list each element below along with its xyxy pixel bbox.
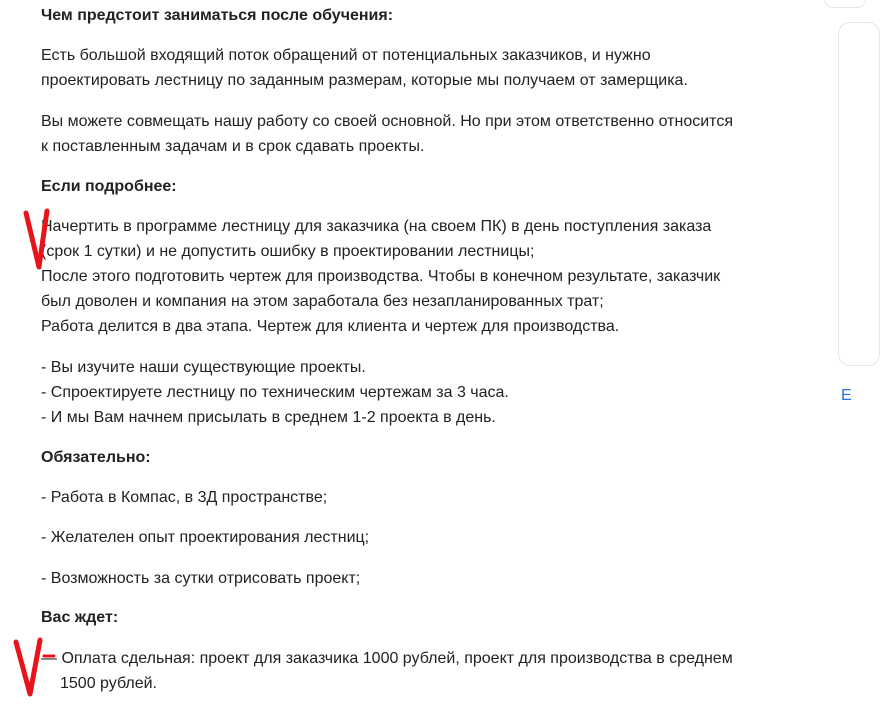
required-item: - Возможность за сутки отрисовать проект; xyxy=(41,570,361,587)
required-item: - Желателен опыт проектирования лестниц; xyxy=(41,529,370,546)
text-line: 1500 рублей. xyxy=(60,675,157,692)
after-training-paragraph-1 xyxy=(41,43,821,93)
text-line: к поставленным задачам и в срок сдавать проекты. xyxy=(41,138,425,155)
text-line: Начертить в программе лестницу для заказчика (на своем ПК) в день поступления заказа xyxy=(41,218,712,235)
text-line: был доволен и компания на этом заработала без незапланированных трат; xyxy=(41,293,604,310)
required-heading: Обязательно: xyxy=(41,449,151,466)
steps-list xyxy=(41,355,821,430)
text-line: Есть большой входящий поток обращений от потенциальных заказчиков, и нужно xyxy=(41,47,651,64)
text-line: проектировать лестницу по заданным размерам, которые мы получаем от замерщика. xyxy=(41,72,688,89)
text-line: Работа делится в два этапа. Чертеж для клиента и чертеж для производства. xyxy=(41,318,620,335)
details-paragraph xyxy=(41,214,821,339)
sidebar-card-top-edge xyxy=(824,0,866,8)
list-item: - Вы изучите наши существующие проекты. xyxy=(41,359,366,376)
required-item: - Работа в Компас, в 3Д пространстве; xyxy=(41,489,328,506)
after-training-heading: Чем предстоит заниматься после обучения: xyxy=(41,7,394,24)
offer-heading: Вас ждет: xyxy=(41,609,119,626)
text-line: (срок 1 сутки) и не допустить ошибку в проектировании лестницы; xyxy=(41,243,535,260)
text-line: После этого подготовить чертеж для производства. Чтобы в конечном результате, заказчик xyxy=(41,268,721,285)
sidebar-card xyxy=(838,22,880,366)
checkmark-annotation-icon xyxy=(10,634,54,700)
sidebar-link[interactable]: Е xyxy=(841,387,852,404)
list-item: - И мы Вам начнем присылать в среднем 1-2 проекта в день. xyxy=(41,409,496,426)
checkmark-annotation-icon xyxy=(22,207,52,273)
text-line: Вы можете совмещать нашу работу со своей основной. Но при этом ответственно относится xyxy=(41,113,733,130)
offer-paragraph xyxy=(41,646,821,696)
details-heading: Если подробнее: xyxy=(41,178,177,195)
text-line: — Оплата сдельная: проект для заказчика 1000 рублей, проект для производства в среднем xyxy=(41,650,733,667)
after-training-paragraph-2 xyxy=(41,109,821,159)
list-item: - Спроектируете лестницу по техническим чертежам за 3 часа. xyxy=(41,384,509,401)
